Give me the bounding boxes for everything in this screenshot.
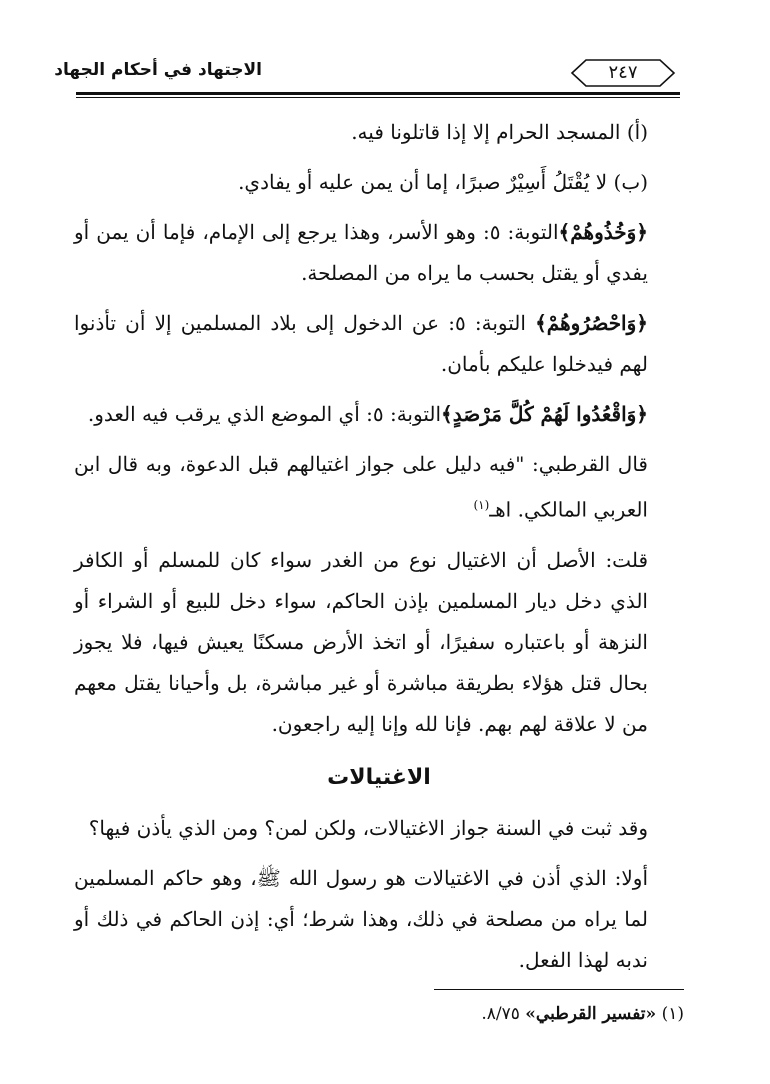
paragraph-first-point: أولا: الذي أذن في الاغتيالات هو رسول الله ﷺ، وهو حاكم المسلمين لما يراه من مصلحة في ذلك، وهذا شرط؛ أي: إذن الحاكم في ذلك أو ندبه لهذا الفعل. — [74, 865, 648, 972]
quran-open-bracket: ﴿ — [636, 402, 648, 426]
footnote-book-title: «تفسير القرطبي» — [525, 1004, 657, 1024]
paragraph-opinion: قلت: الأصل أن الاغتيال نوع من الغدر سواء كان للمسلم أو الكافر الذي دخل ديار المسلمين بإذن الحاكم، سواء دخل للبيع أو الشراء أو النزهة أو باعتباره سفيرًا، أو اتخذ الأرض مسكنًا يعيش فيها، فلا يجوز بحال قتل هؤلاء بطريقة مباشرة أو غير مباشرة، بل وأحيانا يقتل معهم من لا علاقة لهم بهم. فإنا لله وإنا إليه راجعون. — [74, 547, 648, 736]
footnote-number: (١) — [661, 1004, 684, 1024]
footnote-rule — [434, 989, 684, 990]
footnote — [74, 1004, 684, 1024]
footnote-reference: ٨/٧٥. — [481, 1004, 520, 1024]
paragraph-a: (أ) المسجد الحرام إلا إذا قاتلونا فيه. — [351, 120, 648, 144]
verse-commentary: : وهو الأسر، وهذا يرجع إلى الإمام، فإما أن يمن أو يفدي أو يقتل بحسب ما يراه من المصلحة. — [74, 220, 648, 285]
header-rule-thin — [76, 97, 680, 98]
body-text — [74, 112, 684, 990]
quran-close-bracket: ﴾ — [535, 311, 547, 335]
paragraph-verse-1 — [74, 212, 684, 294]
section-heading: الاغتيالات — [327, 764, 431, 790]
quran-quote: وَخُذُوهُمْ — [570, 220, 637, 244]
quran-close-bracket: ﴾ — [558, 220, 571, 244]
footnote-marker[interactable]: (١) — [473, 498, 490, 512]
verse-reference: التوبة: ٥ — [454, 311, 536, 335]
paragraph-qurtubi — [74, 444, 684, 531]
verse-commentary: : عن الدخول إلى بلاد المسلمين إلا أن تأذنوا لهم فيدخلوا عليكم بأمان. — [74, 311, 648, 376]
paragraph-verse-2 — [74, 303, 684, 385]
page-number-badge — [568, 58, 678, 88]
verse-reference: التوبة: ٥ — [489, 220, 559, 244]
verse-commentary: : أي الموضع الذي يرقب فيه العدو. — [87, 402, 373, 426]
paragraph-intro: وقد ثبت في السنة جواز الاغتيالات، ولكن لمن؟ ومن الذي يأذن فيها؟ — [88, 815, 648, 840]
paragraph-verse-3 — [74, 394, 684, 435]
quran-quote: وَاقْعُدُوا لَهُمْ كُلَّ مَرْصَدٍ — [452, 402, 637, 426]
quran-open-bracket: ﴿ — [636, 220, 648, 244]
page-number: ٢٤٧ — [608, 62, 638, 83]
running-header-title: الاجتهاد في أحكام الجهاد — [54, 60, 262, 80]
verse-reference: التوبة: ٥ — [372, 402, 442, 426]
header-rule-thick — [76, 92, 680, 95]
paragraph-b: (ب) لا يُقْتَلُ أَسِيْرٌ صبرًا، إما أن يمن عليه أو يفادي. — [238, 170, 648, 194]
quran-close-bracket: ﴾ — [441, 402, 453, 426]
qurtubi-quote: قال القرطبي: "فيه دليل على جواز اغتيالهم قبل الدعوة، وبه قال ابن العربي المالكي. اهـ — [74, 452, 648, 522]
quran-quote: وَاحْصُرُوهُمْ — [546, 311, 637, 335]
quran-open-bracket: ﴿ — [636, 311, 648, 335]
